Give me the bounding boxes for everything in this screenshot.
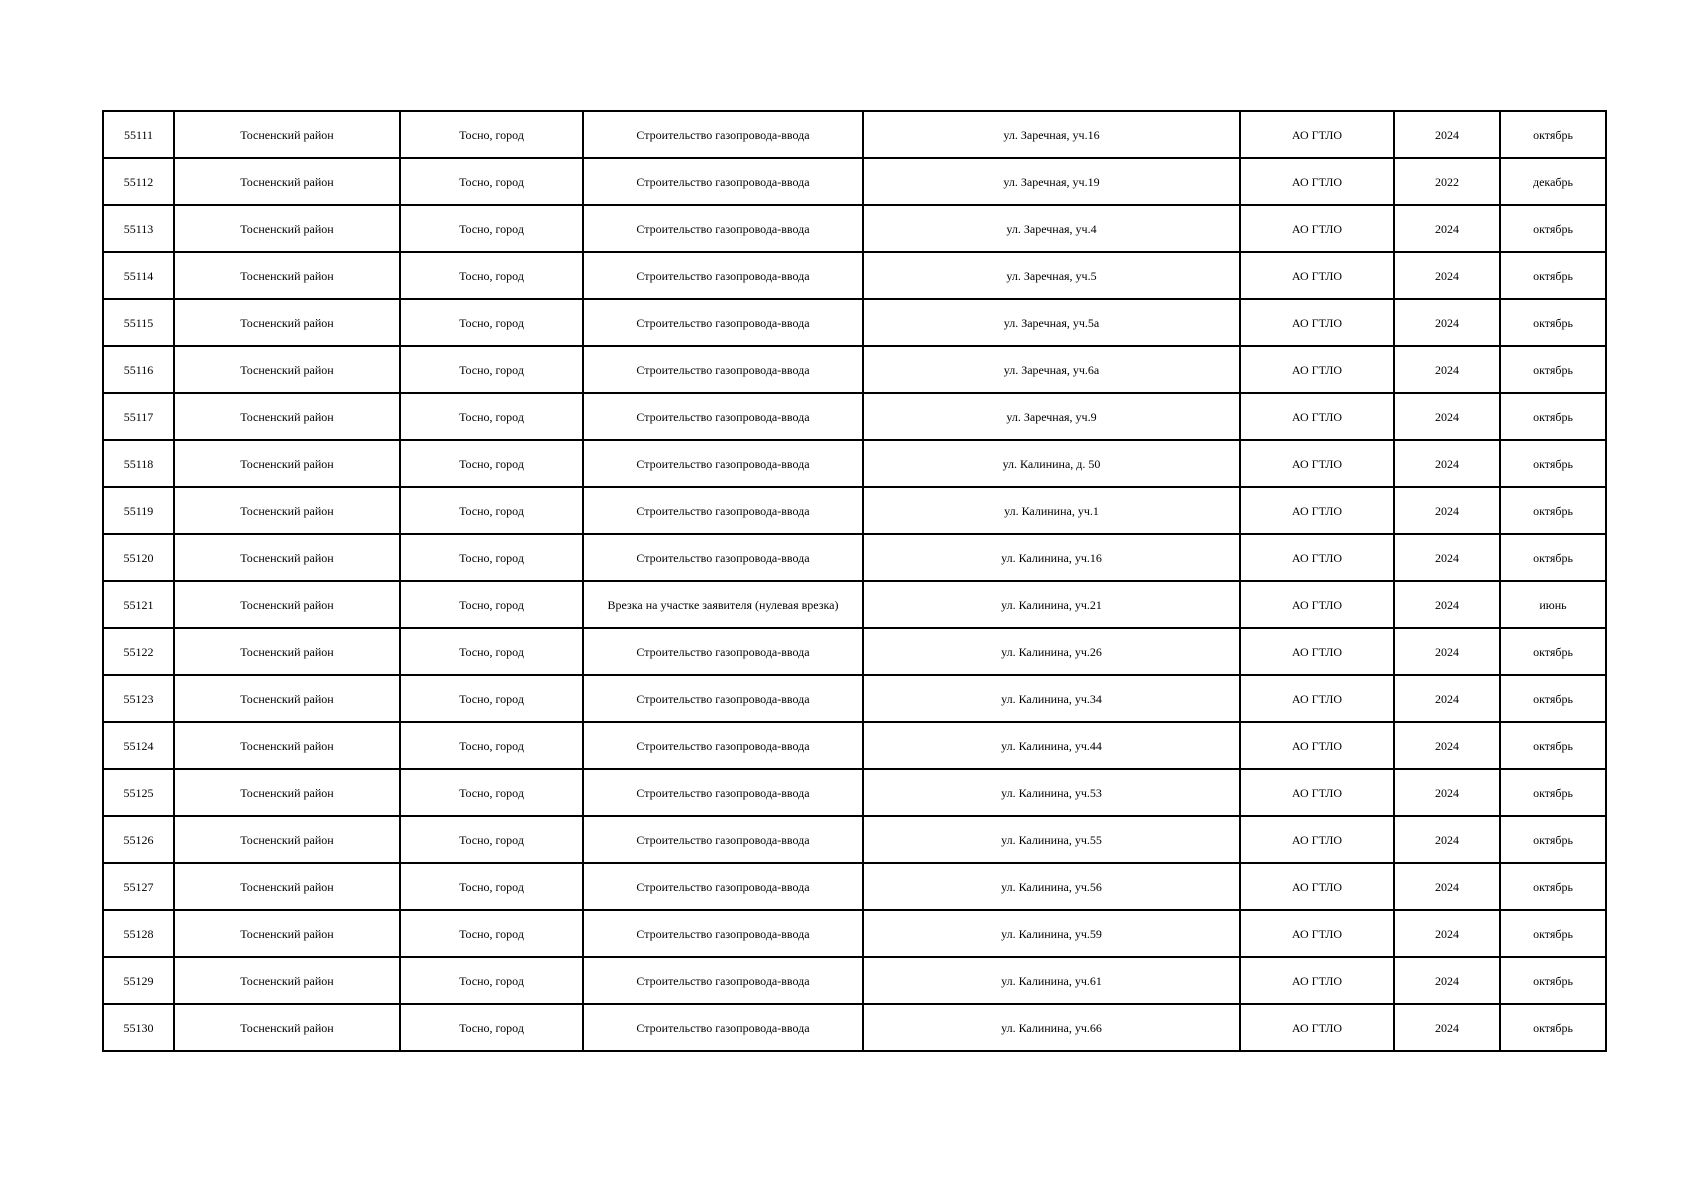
cell-district: Тосненский район: [174, 440, 400, 487]
cell-work-type: Строительство газопровода-ввода: [583, 910, 863, 957]
cell-district: Тосненский район: [174, 722, 400, 769]
cell-id: 55113: [103, 205, 174, 252]
cell-organization: АО ГТЛО: [1240, 393, 1394, 440]
table-row: [103, 722, 1606, 769]
cell-year: 2024: [1394, 675, 1500, 722]
cell-id: 55111: [103, 111, 174, 158]
cell-work-type: Строительство газопровода-ввода: [583, 816, 863, 863]
table-row: [103, 111, 1606, 158]
cell-month: октябрь: [1500, 534, 1606, 581]
cell-city: Тосно, город: [400, 346, 583, 393]
cell-city: Тосно, город: [400, 722, 583, 769]
cell-work-type: Строительство газопровода-ввода: [583, 863, 863, 910]
cell-work-type: Врезка на участке заявителя (нулевая врезка): [583, 581, 863, 628]
cell-month: октябрь: [1500, 393, 1606, 440]
cell-address: ул. Заречная, уч.5: [863, 252, 1240, 299]
cell-address: ул. Калинина, уч.34: [863, 675, 1240, 722]
cell-city: Тосно, город: [400, 816, 583, 863]
cell-address: ул. Калинина, уч.1: [863, 487, 1240, 534]
cell-id: 55128: [103, 910, 174, 957]
cell-month: декабрь: [1500, 158, 1606, 205]
cell-id: 55121: [103, 581, 174, 628]
table-row: [103, 769, 1606, 816]
cell-year: 2024: [1394, 252, 1500, 299]
cell-id: 55120: [103, 534, 174, 581]
cell-address: ул. Калинина, уч.66: [863, 1004, 1240, 1051]
cell-id: 55119: [103, 487, 174, 534]
table-row: [103, 346, 1606, 393]
cell-district: Тосненский район: [174, 863, 400, 910]
cell-address: ул. Калинина, уч.53: [863, 769, 1240, 816]
cell-id: 55124: [103, 722, 174, 769]
cell-year: 2024: [1394, 111, 1500, 158]
cell-address: ул. Калинина, уч.44: [863, 722, 1240, 769]
records-table: [102, 110, 1607, 1052]
cell-id: 55117: [103, 393, 174, 440]
cell-year: 2024: [1394, 957, 1500, 1004]
cell-district: Тосненский район: [174, 346, 400, 393]
cell-work-type: Строительство газопровода-ввода: [583, 628, 863, 675]
cell-organization: АО ГТЛО: [1240, 769, 1394, 816]
cell-organization: АО ГТЛО: [1240, 487, 1394, 534]
cell-month: октябрь: [1500, 346, 1606, 393]
cell-organization: АО ГТЛО: [1240, 252, 1394, 299]
cell-work-type: Строительство газопровода-ввода: [583, 393, 863, 440]
cell-work-type: Строительство газопровода-ввода: [583, 957, 863, 1004]
cell-city: Тосно, город: [400, 957, 583, 1004]
cell-work-type: Строительство газопровода-ввода: [583, 346, 863, 393]
cell-city: Тосно, город: [400, 1004, 583, 1051]
cell-city: Тосно, город: [400, 769, 583, 816]
cell-month: октябрь: [1500, 111, 1606, 158]
cell-month: октябрь: [1500, 910, 1606, 957]
cell-organization: АО ГТЛО: [1240, 299, 1394, 346]
table-row: [103, 910, 1606, 957]
cell-organization: АО ГТЛО: [1240, 158, 1394, 205]
cell-district: Тосненский район: [174, 299, 400, 346]
cell-address: ул. Заречная, уч.9: [863, 393, 1240, 440]
cell-work-type: Строительство газопровода-ввода: [583, 1004, 863, 1051]
cell-id: 55126: [103, 816, 174, 863]
cell-work-type: Строительство газопровода-ввода: [583, 487, 863, 534]
cell-address: ул. Калинина, уч.21: [863, 581, 1240, 628]
cell-address: ул. Калинина, д. 50: [863, 440, 1240, 487]
cell-district: Тосненский район: [174, 957, 400, 1004]
cell-organization: АО ГТЛО: [1240, 1004, 1394, 1051]
table-row: [103, 628, 1606, 675]
table-row: [103, 675, 1606, 722]
cell-month: октябрь: [1500, 957, 1606, 1004]
cell-month: октябрь: [1500, 769, 1606, 816]
cell-month: октябрь: [1500, 440, 1606, 487]
table-row: [103, 299, 1606, 346]
cell-address: ул. Калинина, уч.16: [863, 534, 1240, 581]
cell-id: 55130: [103, 1004, 174, 1051]
cell-month: октябрь: [1500, 487, 1606, 534]
cell-year: 2024: [1394, 816, 1500, 863]
cell-address: ул. Калинина, уч.55: [863, 816, 1240, 863]
cell-work-type: Строительство газопровода-ввода: [583, 440, 863, 487]
cell-district: Тосненский район: [174, 628, 400, 675]
cell-year: 2024: [1394, 440, 1500, 487]
cell-organization: АО ГТЛО: [1240, 534, 1394, 581]
table-row: [103, 534, 1606, 581]
cell-organization: АО ГТЛО: [1240, 581, 1394, 628]
cell-id: 55127: [103, 863, 174, 910]
cell-year: 2024: [1394, 205, 1500, 252]
cell-year: 2024: [1394, 581, 1500, 628]
cell-id: 55122: [103, 628, 174, 675]
records-table-body: [103, 111, 1606, 1051]
cell-month: октябрь: [1500, 816, 1606, 863]
cell-year: 2024: [1394, 393, 1500, 440]
cell-address: ул. Калинина, уч.56: [863, 863, 1240, 910]
cell-id: 55116: [103, 346, 174, 393]
cell-id: 55118: [103, 440, 174, 487]
cell-month: октябрь: [1500, 252, 1606, 299]
table-row: [103, 252, 1606, 299]
cell-work-type: Строительство газопровода-ввода: [583, 252, 863, 299]
cell-city: Тосно, город: [400, 393, 583, 440]
cell-id: 55112: [103, 158, 174, 205]
cell-district: Тосненский район: [174, 769, 400, 816]
cell-organization: АО ГТЛО: [1240, 440, 1394, 487]
table-row: [103, 581, 1606, 628]
cell-year: 2024: [1394, 769, 1500, 816]
cell-city: Тосно, город: [400, 863, 583, 910]
cell-organization: АО ГТЛО: [1240, 722, 1394, 769]
cell-year: 2024: [1394, 628, 1500, 675]
cell-city: Тосно, город: [400, 675, 583, 722]
cell-organization: АО ГТЛО: [1240, 863, 1394, 910]
cell-address: ул. Калинина, уч.26: [863, 628, 1240, 675]
cell-address: ул. Заречная, уч.19: [863, 158, 1240, 205]
cell-district: Тосненский район: [174, 111, 400, 158]
cell-address: ул. Калинина, уч.61: [863, 957, 1240, 1004]
cell-organization: АО ГТЛО: [1240, 628, 1394, 675]
cell-month: октябрь: [1500, 628, 1606, 675]
cell-id: 55125: [103, 769, 174, 816]
cell-month: октябрь: [1500, 675, 1606, 722]
cell-address: ул. Заречная, уч.6а: [863, 346, 1240, 393]
cell-district: Тосненский район: [174, 158, 400, 205]
cell-address: ул. Заречная, уч.4: [863, 205, 1240, 252]
cell-district: Тосненский район: [174, 252, 400, 299]
cell-district: Тосненский район: [174, 675, 400, 722]
cell-id: 55114: [103, 252, 174, 299]
cell-id: 55123: [103, 675, 174, 722]
cell-year: 2024: [1394, 534, 1500, 581]
table-row: [103, 957, 1606, 1004]
cell-address: ул. Заречная, уч.5а: [863, 299, 1240, 346]
cell-month: октябрь: [1500, 863, 1606, 910]
cell-city: Тосно, город: [400, 487, 583, 534]
cell-district: Тосненский район: [174, 487, 400, 534]
table-row: [103, 393, 1606, 440]
cell-district: Тосненский район: [174, 816, 400, 863]
cell-year: 2024: [1394, 863, 1500, 910]
table-row: [103, 863, 1606, 910]
cell-month: октябрь: [1500, 205, 1606, 252]
cell-month: октябрь: [1500, 299, 1606, 346]
cell-organization: АО ГТЛО: [1240, 111, 1394, 158]
cell-organization: АО ГТЛО: [1240, 957, 1394, 1004]
cell-city: Тосно, город: [400, 581, 583, 628]
cell-id: 55129: [103, 957, 174, 1004]
table-row: [103, 816, 1606, 863]
table-row: [103, 487, 1606, 534]
table-row: [103, 205, 1606, 252]
cell-city: Тосно, город: [400, 299, 583, 346]
cell-district: Тосненский район: [174, 393, 400, 440]
cell-month: июнь: [1500, 581, 1606, 628]
cell-district: Тосненский район: [174, 205, 400, 252]
cell-year: 2024: [1394, 346, 1500, 393]
cell-work-type: Строительство газопровода-ввода: [583, 299, 863, 346]
cell-city: Тосно, город: [400, 158, 583, 205]
cell-work-type: Строительство газопровода-ввода: [583, 722, 863, 769]
cell-year: 2024: [1394, 910, 1500, 957]
cell-organization: АО ГТЛО: [1240, 816, 1394, 863]
table-row: [103, 158, 1606, 205]
cell-city: Тосно, город: [400, 628, 583, 675]
cell-work-type: Строительство газопровода-ввода: [583, 534, 863, 581]
cell-month: октябрь: [1500, 722, 1606, 769]
cell-month: октябрь: [1500, 1004, 1606, 1051]
cell-city: Тосно, город: [400, 534, 583, 581]
cell-work-type: Строительство газопровода-ввода: [583, 158, 863, 205]
cell-organization: АО ГТЛО: [1240, 346, 1394, 393]
cell-district: Тосненский район: [174, 581, 400, 628]
cell-work-type: Строительство газопровода-ввода: [583, 769, 863, 816]
cell-organization: АО ГТЛО: [1240, 205, 1394, 252]
table-row: [103, 1004, 1606, 1051]
cell-address: ул. Калинина, уч.59: [863, 910, 1240, 957]
cell-city: Тосно, город: [400, 910, 583, 957]
cell-district: Тосненский район: [174, 910, 400, 957]
cell-work-type: Строительство газопровода-ввода: [583, 675, 863, 722]
cell-year: 2024: [1394, 1004, 1500, 1051]
cell-work-type: Строительство газопровода-ввода: [583, 111, 863, 158]
cell-year: 2024: [1394, 487, 1500, 534]
cell-city: Тосно, город: [400, 252, 583, 299]
cell-organization: АО ГТЛО: [1240, 675, 1394, 722]
cell-year: 2024: [1394, 722, 1500, 769]
cell-organization: АО ГТЛО: [1240, 910, 1394, 957]
cell-id: 55115: [103, 299, 174, 346]
cell-city: Тосно, город: [400, 205, 583, 252]
cell-work-type: Строительство газопровода-ввода: [583, 205, 863, 252]
cell-year: 2022: [1394, 158, 1500, 205]
cell-city: Тосно, город: [400, 111, 583, 158]
table-row: [103, 440, 1606, 487]
cell-district: Тосненский район: [174, 1004, 400, 1051]
cell-city: Тосно, город: [400, 440, 583, 487]
cell-address: ул. Заречная, уч.16: [863, 111, 1240, 158]
cell-district: Тосненский район: [174, 534, 400, 581]
cell-year: 2024: [1394, 299, 1500, 346]
